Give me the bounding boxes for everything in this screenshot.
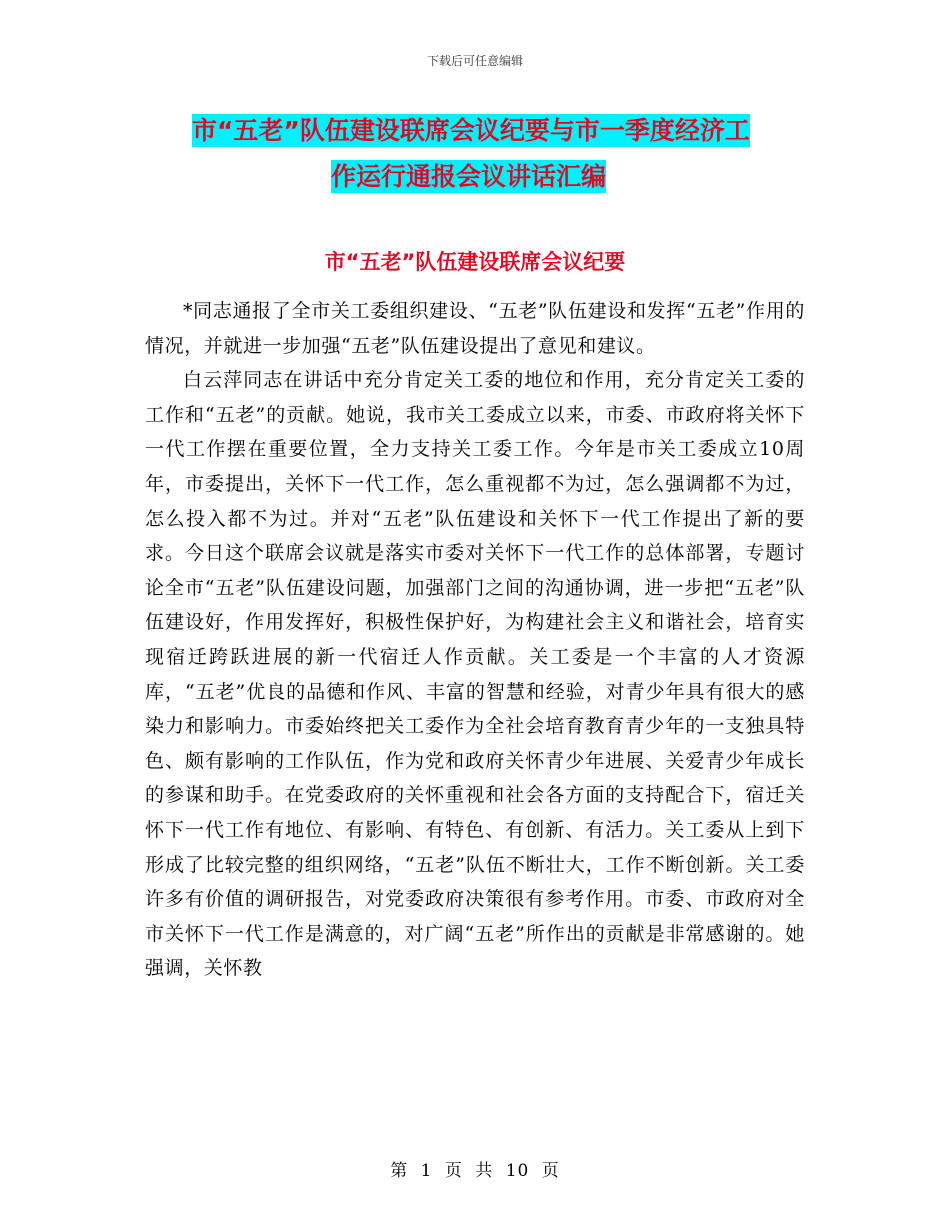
page-number-footer: 第 1 页 共 10 页: [390, 1161, 560, 1181]
section-title: 市“五老”队伍建设联席会议纪要: [324, 250, 626, 274]
main-title-line-1: 市“五老”队伍建设联席会议纪要与市一季度经济工: [192, 116, 750, 145]
main-title-line-2: 作运行通报会议讲话汇编: [331, 162, 607, 191]
body-paragraph-2: 白云萍同志在讲话中充分肯定关工委的地位和作用，充分肯定关工委的工作和“五老”的贡献。她说，我市关工委成立以来，市委、市政府将关怀下一代工作摆在重要位置，全力支持关工委工作。今年是市关工委成立10周年，市委提出，关怀下一代工作，怎么重视都不为过，怎么强调都不为过，怎么投入都不为过。并对“五老”队伍建设和关怀下一代工作提出了新的要求。今日这个联席会议就是落实市委对关怀下一代工作的总体部署，专题讨论全市“五老”队伍建设问题，加强部门之间的沟通协调，进一步把“五老”队伍建设好，作用发挥好，积极性保护好，为构建社会主义和谐社会，培育实现宿迁跨跃进展的新一代宿迁人作贡献。关工委是一个丰富的人才资源库，“五老”优良的品德和作风、丰富的智慧和经验，对青少年具有很大的感染力和影响力。市委始终把关工委作为全社会培育教育青少年的一支独具特色、颇有影响的工作队伍，作为党和政府关怀青少年进展、关爱青少年成长的参谋和助手。在党委政府的关怀重视和社会各方面的支持配合下，宿迁关怀下一代工作有地位、有影响、有特色、有创新、有活力。关工委从上到下形成了比较完整的组织网络，“五老”队伍不断壮大，工作不断创新。关工委许多有价值的调研报告，对党委政府决策很有参考作用。市委、市政府对全市关怀下一代工作是满意的，对广阔“五老”所作出的贡献是非常感谢的。她强调，关怀教: [145, 369, 805, 980]
page-header-note: 下载后可任意编辑: [426, 54, 523, 68]
document-main-title: [192, 108, 812, 200]
body-paragraph-1: *同志通报了全市关工委组织建设、“五老”队伍建设和发挥“五老”作用的情况，并就进一步加强“五老”队伍建设提出了意见和建议。: [145, 300, 805, 357]
document-body: [145, 294, 805, 986]
